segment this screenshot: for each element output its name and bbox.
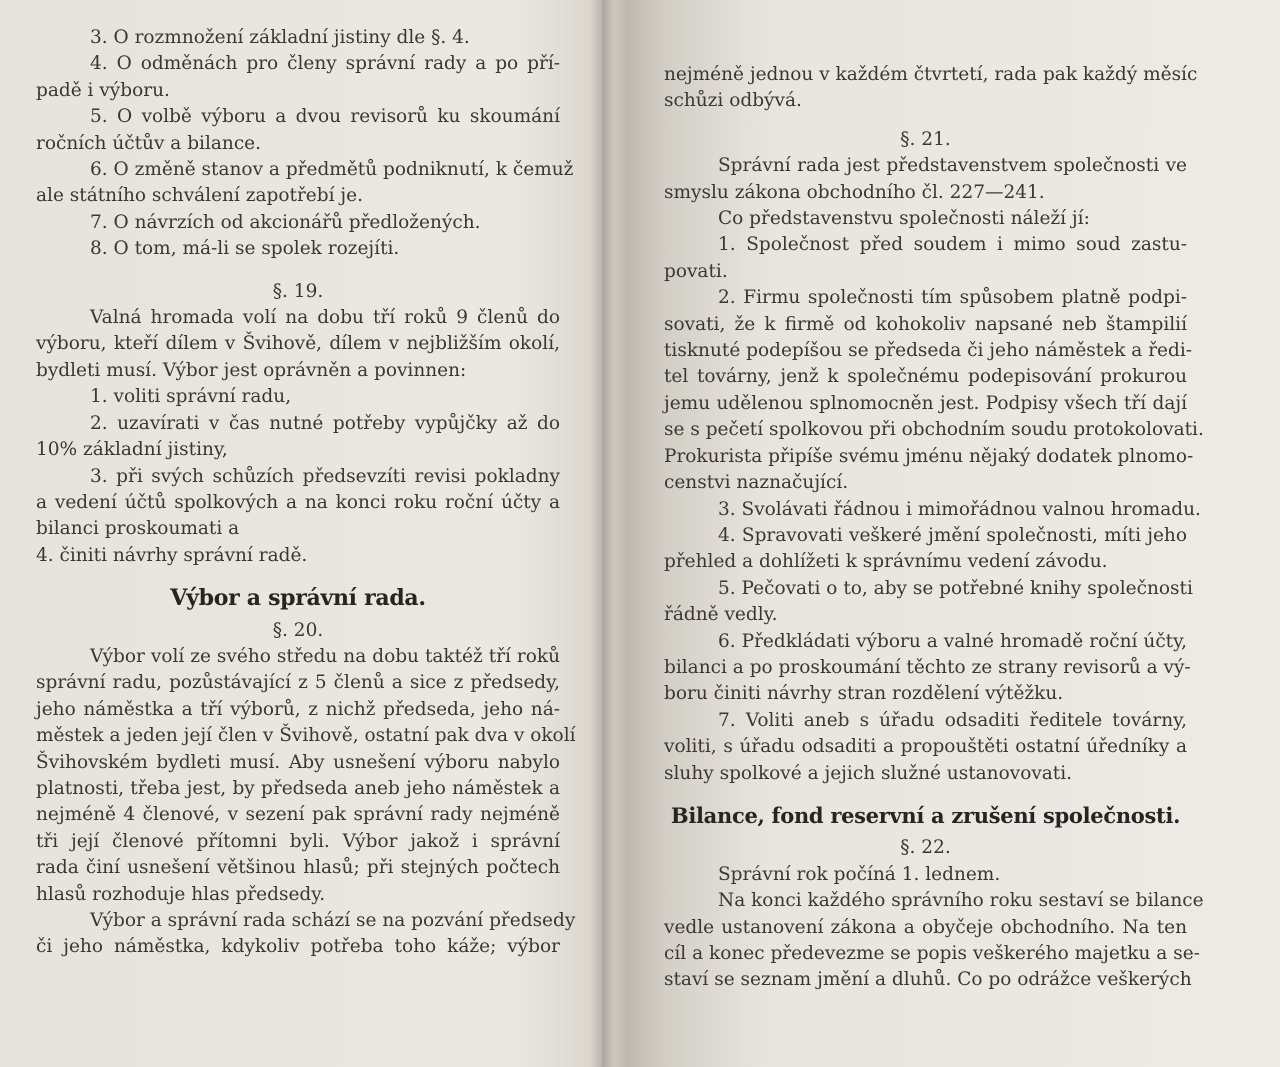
text-line: staví se seznam jmění a dluhů. Co po odrážce veškerých (664, 969, 1192, 991)
list-item: 4. Spravovati veškeré jmění společnosti, míti jeho (718, 524, 1187, 546)
text-line: censtvi naznačující. (664, 472, 849, 494)
text-line: sovati, že k firmě od kohokoliv napsané neb štampilií (664, 313, 1187, 335)
text-line: schůzi odbývá. (664, 90, 802, 112)
text-line: Prokurista připíše svému jménu nějaký dodatek plnomo- (664, 445, 1194, 467)
text-line: rada činí usnešení většinou hlasů; při stejných počtech (36, 857, 560, 879)
text-line: 7. O návrzích od akcionářů předložených. (90, 211, 481, 233)
text-line: Správní rok počíná 1. lednem. (718, 863, 1001, 885)
text-line: městek a jeden její člen v Švihově, ostatní pak dva v okolí (36, 725, 576, 747)
text-line: a vedení účtů spolkových a na konci roku roční účty a (36, 491, 560, 513)
text-line: nejméně jednou v každém čtvrtetí, rada pak každý měsíc (664, 64, 1198, 85)
section-number-20: §. 20. (272, 619, 324, 641)
section-number-19: §. 19. (272, 280, 324, 302)
text-line: smyslu zákona obchodního čl. 227—241. (664, 181, 1045, 203)
text-line: správní radu, pozůstávající z 5 členů a sice z předsedy, (36, 672, 560, 694)
text-line: 10% základní jistiny, (36, 439, 228, 461)
text-line: Výbor a správní rada schází se na pozvání předsedy (90, 910, 576, 931)
text-line: tel továrny, jenž k společnému podepisování prokurou (664, 366, 1187, 388)
text-line: Švihovském bydleti musí. Aby usnešení výboru nabylo (36, 751, 560, 773)
text-line: bilanci proskoumati a (36, 518, 240, 540)
text-line: bilanci a po proskoumání těchto ze strany revisorů a vý- (664, 656, 1191, 678)
text-line: boru činiti návrhy stran rozdělení výtěžku. (664, 683, 1064, 705)
left-page (0, 0, 600, 1067)
text-line: Správní rada jest představenstvem společnosti ve (718, 155, 1187, 177)
list-item: 1. Společnost před soudem i mimo soud zastu- (718, 234, 1187, 256)
text-line: 8. O tom, má-li se spolek rozejíti. (90, 238, 400, 260)
text-line: platnosti, třeba jest, by předseda aneb jeho náměstek a (36, 777, 560, 799)
text-line: hlasů rozhoduje hlas předsedy. (36, 883, 326, 905)
list-item: 7. Voliti aneb s úřadu odsaditi ředitele továrny, (718, 709, 1187, 731)
text-line: tisknuté podepíšou se předseda či jeho náměstek a ředi- (664, 340, 1192, 362)
list-item: 4. činiti návrhy správní radě. (36, 544, 308, 566)
text-line: nejméně 4 členové, v sezení pak správní rady nejméně (36, 804, 560, 826)
text-line: 6. O změně stanov a předmětů podniknutí, k čemuž (90, 159, 574, 181)
text-line: přehled a dohlížeti k správnímu vedení závodu. (664, 551, 1108, 573)
text-line: vedle ustanovení zákona a obyčeje obchodního. Na ten (664, 916, 1187, 938)
right-page-column (664, 62, 1204, 994)
list-item: 2. Firmu společnosti tím spůsobem platně podpi- (718, 287, 1187, 309)
list-item: 2. uzavírati v čas nutné potřeby vypůjčky až do (90, 412, 560, 434)
text-line: tři její členové přítomni byli. Výbor jakož i správní (36, 830, 560, 852)
text-line: padě i výboru. (36, 79, 170, 101)
text-line: voliti, s úřadu odsaditi a propouštěti ostatní úředníky a (664, 736, 1187, 758)
text-line: výboru, kteří dílem v Švihově, dílem v nejbližším okolí, (36, 333, 560, 355)
left-page-column (36, 25, 576, 961)
text-line: povati. (664, 260, 728, 282)
text-line: bydleti musí. Výbor jest oprávněn a povinnen: (36, 359, 467, 381)
text-line: sluhy spolkové a jejich služné ustanovovati. (664, 762, 1073, 784)
right-page (606, 0, 1280, 1067)
text-line: Valná hromada volí na dobu tří roků 9 členů do (90, 307, 560, 329)
text-line: ročních účtův a bilance. (36, 132, 262, 154)
text-line: Na konci každého správního roku sestaví se bilance (718, 890, 1204, 912)
text-line: 4. O odměnách pro členy správní rady a po pří- (90, 53, 560, 75)
section-number-21: §. 21. (900, 128, 951, 150)
text-line: či jeho náměstka, kdykoliv potřeba toho káže; výbor (36, 936, 560, 958)
text-line: řádně vedly. (664, 604, 778, 626)
list-item: 5. Pečovati o to, aby se potřebné knihy společnosti (718, 577, 1193, 599)
section-number-22: §. 22. (900, 837, 951, 859)
list-item: 3. Svolávati řádnou i mimořádnou valnou hromadu. (718, 498, 1201, 520)
text-line: ale státního schválení zapotřebí je. (36, 185, 363, 207)
text-line: jemu udělenou splnomocněn jest. Podpisy všech tří dají (664, 392, 1187, 414)
text-line: jeho náměstka a tří výborů, z nichž předseda, jeho ná- (36, 698, 560, 720)
section-heading: Výbor a správní rada. (170, 585, 426, 612)
text-line: Výbor volí ze svého středu na dobu taktéž tří roků (90, 645, 560, 667)
text-line: 5. O volbě výboru a dvou revisorů ku skoumání (90, 106, 560, 128)
list-item: 1. voliti správní radu, (90, 386, 292, 408)
text-line: se s pečetí spolkovou při obchodním soudu protokolovati. (664, 419, 1204, 441)
list-item: 3. při svých schůzích předsevzíti revisi pokladny (90, 465, 560, 487)
list-item: 6. Předkládati výboru a valné hromadě roční účty, (718, 630, 1187, 652)
section-heading: Bilance, fond reservní a zrušení společnosti. (670, 802, 1181, 828)
text-line: Co představenstvu společnosti náleží jí: (718, 208, 1090, 230)
text-line: cíl a konec předevezme se popis veškerého majetku a se- (664, 943, 1200, 964)
text-line: 3. O rozmnožení základní jistiny dle §. 4. (90, 27, 470, 48)
